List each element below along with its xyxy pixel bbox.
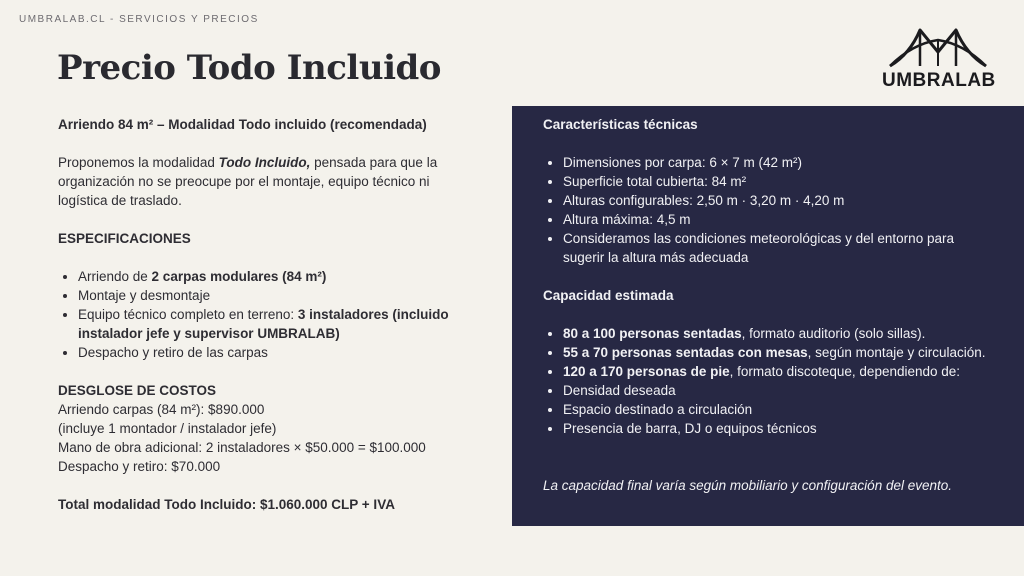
spec-item: • Equipo técnico completo en terreno: 3 instaladores (incluido instalador jefe y supervisor UMBRALAB) (78, 305, 478, 343)
cost-line: (incluye 1 montador / instalador jefe) (58, 421, 277, 436)
specs-heading: ESPECIFICACIONES (58, 231, 191, 246)
cost-line: Mano de obra adicional: 2 instaladores × $50.000 = $100.000 (58, 440, 426, 455)
spec-item: • Montaje y desmontaje (78, 286, 478, 305)
pricing-column (58, 115, 478, 514)
technical-panel (512, 106, 1024, 526)
total-line: Total modalidad Todo Incluido: $1.060.000 CLP + IVA (58, 497, 395, 512)
logo-text: UMBRALAB (882, 70, 996, 91)
capacity-item: • 55 a 70 personas sentadas con mesas, según montaje y circulación. (563, 343, 993, 362)
capacity-item: • Densidad deseada (563, 381, 993, 400)
capacity-item: • Presencia de barra, DJ o equipos técnicos (563, 419, 993, 438)
tech-item: • Superficie total cubierta: 84 m² (563, 172, 993, 191)
umbralab-logo (882, 22, 994, 100)
spec-item: • Arriendo de 2 carpas modulares (84 m²) (78, 267, 478, 286)
spec-item: • Despacho y retiro de las carpas (78, 343, 478, 362)
specs-list (58, 267, 478, 362)
site-label: UMBRALAB.CL - SERVICIOS Y PRECIOS (19, 14, 259, 25)
tech-item: • Alturas configurables: 2,50 m · 3,20 m · 4,20 m (563, 191, 993, 210)
subtitle: Arriendo 84 m² – Modalidad Todo incluido (recomendada) (58, 117, 427, 132)
intro-text-before: Proponemos la modalidad (58, 155, 219, 170)
capacity-item: • 80 a 100 personas sentadas, formato auditorio (solo sillas). (563, 324, 993, 343)
tech-list (543, 153, 993, 267)
tech-item: • Consideramos las condiciones meteorológicas y del entorno para sugerir la altura más adecuada (563, 229, 993, 267)
capacity-list (543, 324, 993, 438)
capacity-footnote: La capacidad final varía según mobiliario y configuración del evento. (543, 478, 953, 493)
costs-heading: DESGLOSE DE COSTOS (58, 383, 217, 398)
tent-logo-icon (882, 22, 994, 72)
tech-heading: Características técnicas (543, 117, 698, 132)
tech-item: • Altura máxima: 4,5 m (563, 210, 993, 229)
cost-line: Despacho y retiro: $70.000 (58, 459, 221, 474)
intro-emphasis: Todo Incluido, (218, 155, 311, 170)
capacity-heading: Capacidad estimada (543, 288, 674, 303)
page-title: Precio Todo Incluido (57, 48, 441, 88)
intro-text-after: pensada para que la organización no se preocupe por el montaje, equipo técnico ni logística de traslado. (58, 155, 438, 208)
capacity-item: • Espacio destinado a circulación (563, 400, 993, 419)
intro-paragraph (58, 153, 478, 210)
capacity-item: • 120 a 170 personas de pie, formato discoteque, dependiendo de: (563, 362, 993, 381)
cost-line: Arriendo carpas (84 m²): $890.000 (58, 402, 265, 417)
tech-item: • Dimensiones por carpa: 6 × 7 m (42 m²) (563, 153, 993, 172)
